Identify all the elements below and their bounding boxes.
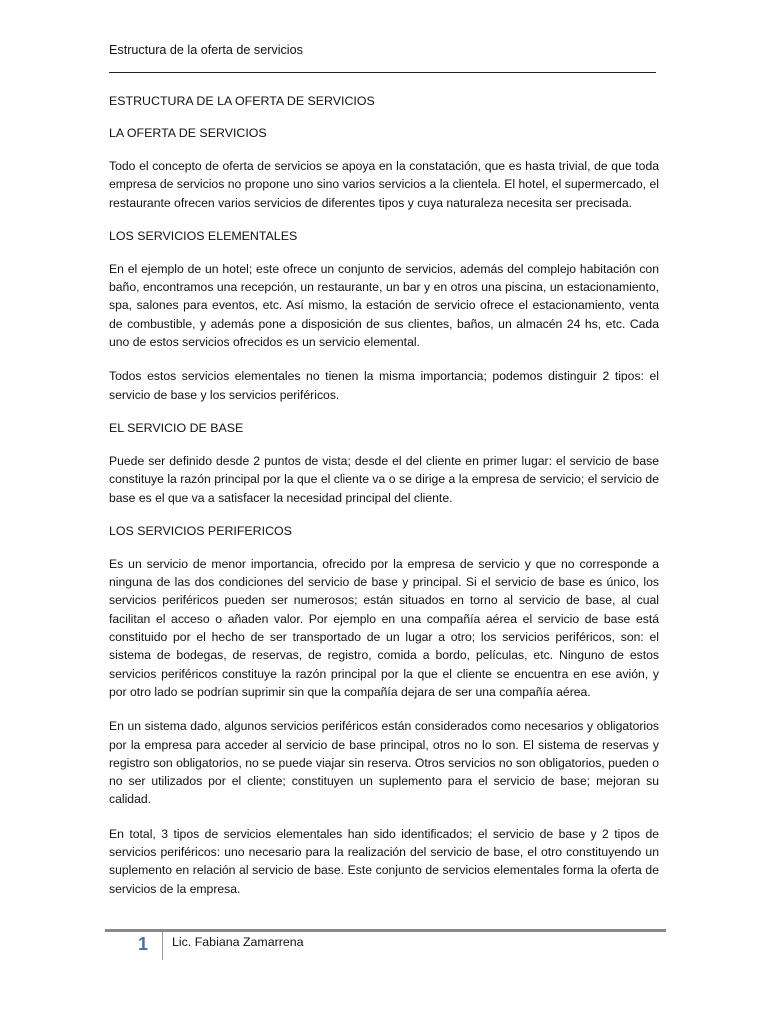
paragraph-perifericos-1: Es un servicio de menor importancia, ofrecido por la empresa de servicio y que no corresponde a ninguna de las dos condiciones del servicio de base y principal. Si el servicio de base es único, los servicios periféricos pueden ser numerosos; están situados en torno al servicio de base, al cual facilitan el acceso o añaden valor. Por ejemplo en una compañía aérea el servicio de base está constituido por el hecho de ser transportado de un lugar a otro; los servicios periféricos, son: el sistema de bodegas, de reservas, de registro, comida a bordo, películas, etc. Ninguno de estos servicios periféricos constituye la razón principal por la que el cliente se encuentra en ese avión, y por otro lado se podrían suprimir sin que la compañía dejara de ser una compañía aérea. (109, 556, 659, 699)
footer-author: Lic. Fabiana Zamarrena (172, 935, 304, 949)
footer-rule (105, 929, 666, 932)
paragraph-perifericos-3: En total, 3 tipos de servicios elementales han sido identificados; el servicio de base y 2 tipos de servicios periféricos: uno necesario para la realización del servicio de base, el otro constituyendo un suplemento en relación al servicio de base. Este conjunto de servicios elementales forma la oferta de servicios de la empresa. (109, 826, 659, 896)
section-heading-perifericos: LOS SERVICIOS PERIFERICOS (109, 523, 292, 538)
paragraph-elementales-1: En el ejemplo de un hotel; este ofrece un conjunto de servicios, además del complejo habitación con baño, encontramos una recepción, un restaurante, un bar y en otros una piscina, un estacionamiento, spa, salones para eventos, etc. Así mismo, la estación de servicio ofrece el estacionamiento, venta de combustible, y además pone a disposición de sus clientes, baños, un almacén 24 hs, etc. Cada uno de estos servicios ofrecidos es un servicio elemental. (109, 261, 659, 350)
page-number: 1 (138, 934, 149, 954)
paragraph-elementales-2: Todos estos servicios elementales no tienen la misma importancia; podemos distinguir 2 tipos: el servicio de base y los servicios periféricos. (109, 369, 659, 402)
paragraph-base: Puede ser definido desde 2 puntos de vista; desde el del cliente en primer lugar: el servicio de base constituye la razón principal por la que el cliente va o se dirige a la empresa de servicio; el servicio de base es el que va a satisfacer la necesidad principal del cliente. (109, 453, 659, 505)
document-body (109, 93, 659, 914)
paragraph-perifericos-2: En un sistema dado, algunos servicios periféricos están considerados como necesarios y obligatorios por la empresa para acceder al servicio de base principal, otros no lo son. El sistema de reservas y registro son obligatorios, no se puede viajar sin reserva. Otros servicios no son obligatorios, pueden o no ser utilizados por el cliente; constituyen un suplemento para el servicio de base; mejoran su calidad. (109, 719, 659, 807)
section-heading-oferta: LA OFERTA DE SERVICIOS (109, 126, 267, 140)
footer-divider (162, 932, 163, 960)
header-rule (109, 72, 656, 73)
paragraph-oferta: Todo el concepto de oferta de servicios se apoya en la constatación, que es hasta trivial, de que toda empresa de servicios no propone uno sino varios servicios a la clientela. El hotel, el supermercado, el restaurante ofrecen varios servicios de diferentes tipos y cuya naturaleza necesita ser precisada. (109, 159, 659, 210)
document-title-heading: ESTRUCTURA DE LA OFERTA DE SERVICIOS (109, 94, 375, 108)
section-heading-base: EL SERVICIO DE BASE (109, 420, 244, 435)
running-header-title: Estructura de la oferta de servicios (109, 43, 303, 57)
section-heading-elementales: LOS SERVICIOS ELEMENTALES (109, 228, 298, 243)
